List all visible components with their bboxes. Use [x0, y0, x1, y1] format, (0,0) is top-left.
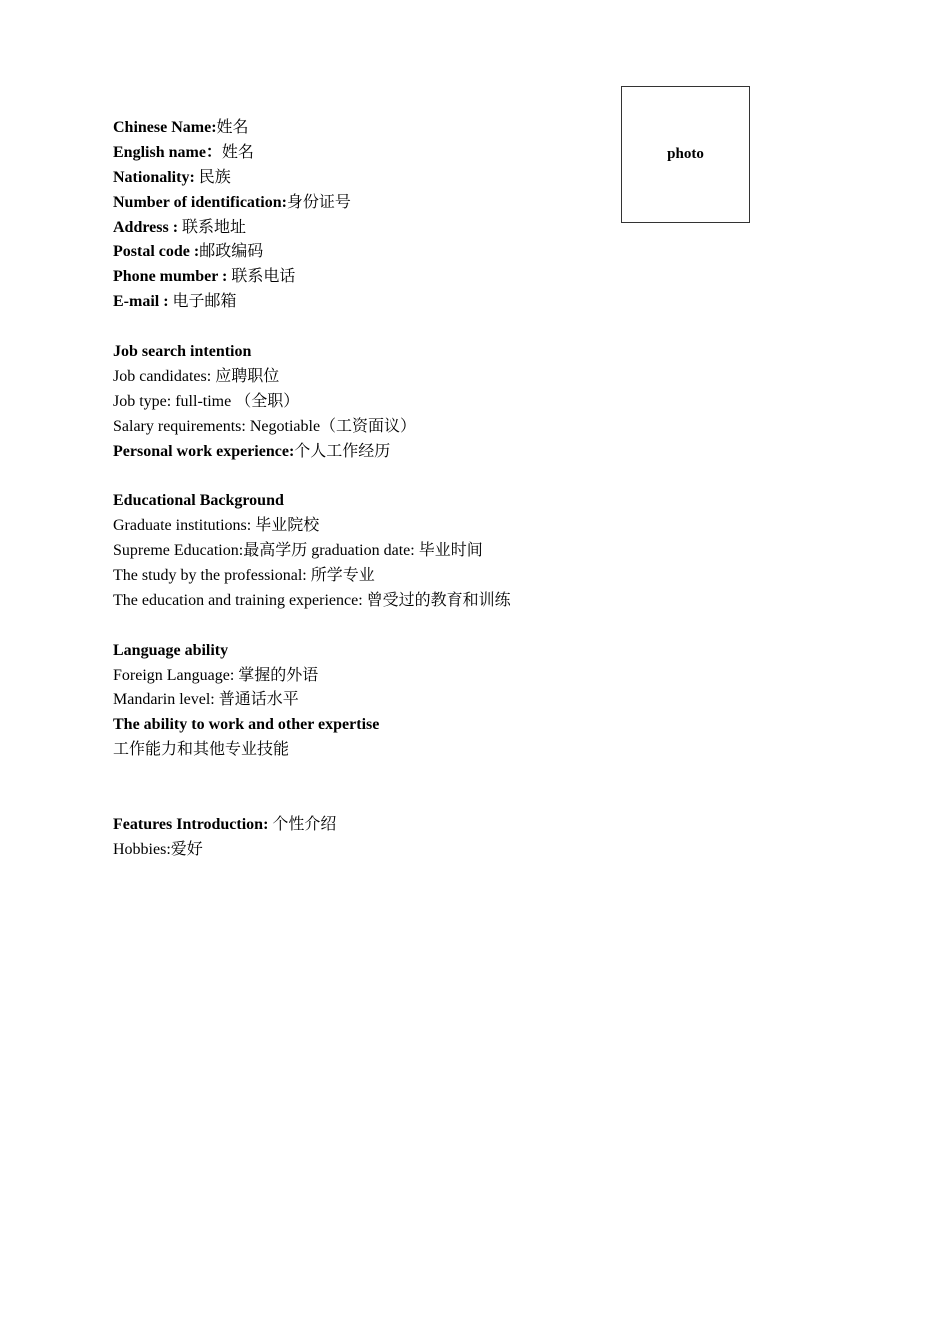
photo-placeholder [621, 86, 750, 223]
field-value: 身份证号 [286, 193, 351, 211]
field-value: 联系地址 [178, 218, 247, 236]
field-label: Personal work experience: [113, 442, 295, 460]
language-heading: Language ability [113, 641, 229, 659]
field-value: 姓名 [216, 119, 249, 136]
nationality-row [113, 166, 613, 191]
resume-body [113, 116, 613, 863]
field-label: E-mail : [113, 293, 169, 311]
spacer [113, 763, 613, 788]
supreme-education-line: Supreme Education:最高学历 graduation date: 毕业时间 [113, 542, 483, 560]
field-value: 联系电话 [227, 268, 296, 286]
postal-code-row [113, 240, 613, 265]
spacer [113, 614, 613, 639]
field-value: 电子邮箱 [168, 293, 237, 311]
mandarin-line: Mandarin level: 普通话水平 [113, 691, 299, 709]
job-candidates-line: Job candidates: 应聘职位 [113, 367, 280, 385]
phone-row [113, 265, 613, 290]
field-label: Address : [113, 218, 179, 236]
id-number-row [113, 191, 613, 216]
spacer [113, 464, 613, 489]
field-label: Features Introduction: [113, 815, 269, 833]
field-value: 邮政编码 [199, 243, 264, 261]
field-label: Phone mumber : [113, 268, 228, 286]
job-intention-heading: Job search intention [113, 343, 252, 361]
email-row [113, 290, 613, 315]
field-value: 姓名 [221, 143, 254, 161]
address-row [113, 216, 613, 241]
institutions-line: Graduate institutions: 毕业院校 [113, 517, 320, 535]
chinese-name-row [113, 116, 613, 141]
training-line: The education and training experience: 曾受过的教育和训练 [113, 591, 511, 609]
job-type-line: Job type: full-time （全职） [113, 392, 300, 410]
field-value: 个人工作经历 [294, 442, 391, 460]
field-label: English name： [113, 143, 222, 161]
photo-label: photo [667, 146, 704, 162]
foreign-language-line: Foreign Language: 掌握的外语 [113, 666, 319, 684]
salary-line: Salary requirements: Negotiable（工资面议） [113, 417, 417, 435]
field-label: Chinese Name: [113, 119, 217, 136]
field-value: 个性介绍 [268, 815, 337, 833]
work-experience-row [113, 440, 613, 465]
field-label: Postal code : [113, 243, 200, 261]
english-name-row [113, 141, 613, 166]
ability-heading: The ability to work and other expertise [113, 716, 380, 734]
spacer [113, 315, 613, 340]
hobbies-line: Hobbies:爱好 [113, 840, 203, 858]
field-label: Number of identification: [113, 193, 287, 211]
field-label: Nationality: [113, 168, 195, 186]
features-row [113, 813, 613, 838]
professional-line: The study by the professional: 所学专业 [113, 567, 375, 585]
field-value: 民族 [194, 168, 231, 186]
spacer [113, 788, 613, 813]
education-heading: Educational Background [113, 492, 284, 510]
ability-line: 工作能力和其他专业技能 [113, 741, 290, 759]
